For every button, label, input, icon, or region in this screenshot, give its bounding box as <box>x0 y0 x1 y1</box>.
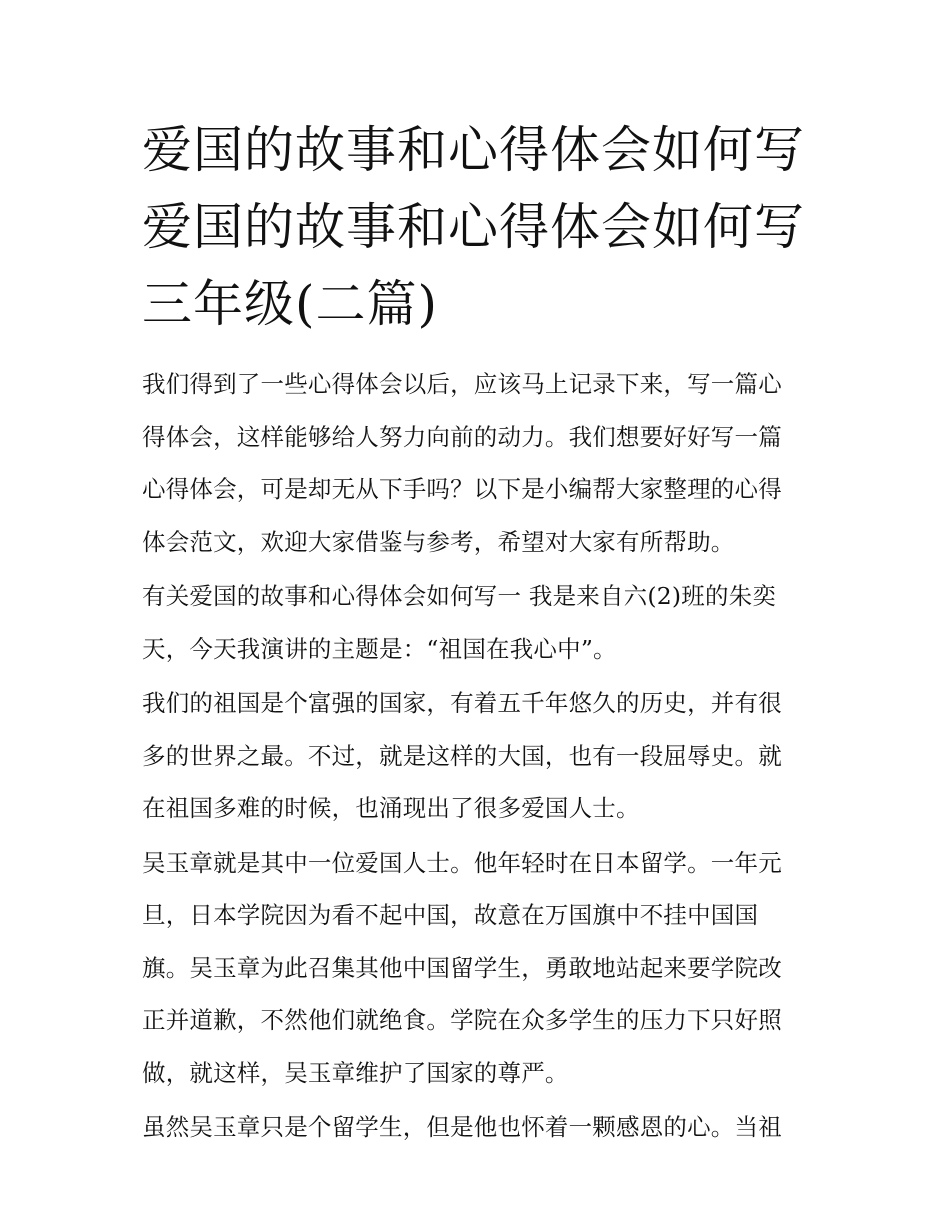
title-line: 三年级(二篇) <box>142 275 439 333</box>
title-line: 爱国的故事和心得体会如何写 <box>142 198 805 256</box>
paragraph-speech-intro <box>142 570 814 675</box>
paragraph-gratitude <box>142 1101 814 1154</box>
text-line: 我们得到了一些心得体会以后，应该马上记录下来，写一篇心 <box>142 370 782 398</box>
text-line: 得体会，这样能够给人努力向前的动力。我们想要好好写一篇 <box>142 422 782 451</box>
text-line: 体会范文，欢迎大家借鉴与参考，希望对大家有所帮助。 <box>142 527 735 556</box>
text-line: 我们的祖国是个富强的国家，有着五千年悠久的历史，并有很 <box>142 689 782 717</box>
text-line: 旗。吴玉章为此召集其他中国留学生，勇敢地站起来要学院改 <box>142 953 782 982</box>
document-body <box>142 358 814 1156</box>
text-line: 吴玉章就是其中一位爱国人士。他年轻时在日本留学。一年元 <box>142 848 782 877</box>
text-line: 虽然吴玉章只是个留学生，但是他也怀着一颗感恩的心。当祖 <box>142 1113 782 1141</box>
paragraph-motherland <box>142 677 814 835</box>
title-line: 爱国的故事和心得体会如何写 <box>142 121 805 179</box>
page-title <box>142 112 822 343</box>
text-line: 旦，日本学院因为看不起中国，故意在万国旗中不挂中国国 <box>142 901 759 929</box>
text-line: 多的世界之最。不过，就是这样的大国，也有一段屈辱史。就 <box>142 741 782 770</box>
paragraph-intro <box>142 358 814 568</box>
text-line: 天，今天我演讲的主题是：“祖国在我心中”。 <box>142 634 617 663</box>
paragraph-wu-yuzhang <box>142 837 814 1100</box>
text-line: 在祖国多难的时候，也涌现出了很多爱国人士。 <box>142 794 640 822</box>
text-line: 心得体会，可是却无从下手吗？以下是小编帮大家整理的心得 <box>142 475 782 503</box>
text-line: 正并道歉，不然他们就绝食。学院在众多学生的压力下只好照 <box>142 1006 782 1034</box>
text-line: 做，就这样，吴玉章维护了国家的尊严。 <box>142 1058 569 1087</box>
text-line: 有关爱国的故事和心得体会如何写一 我是来自六(2)班的朱奕 <box>142 582 777 610</box>
